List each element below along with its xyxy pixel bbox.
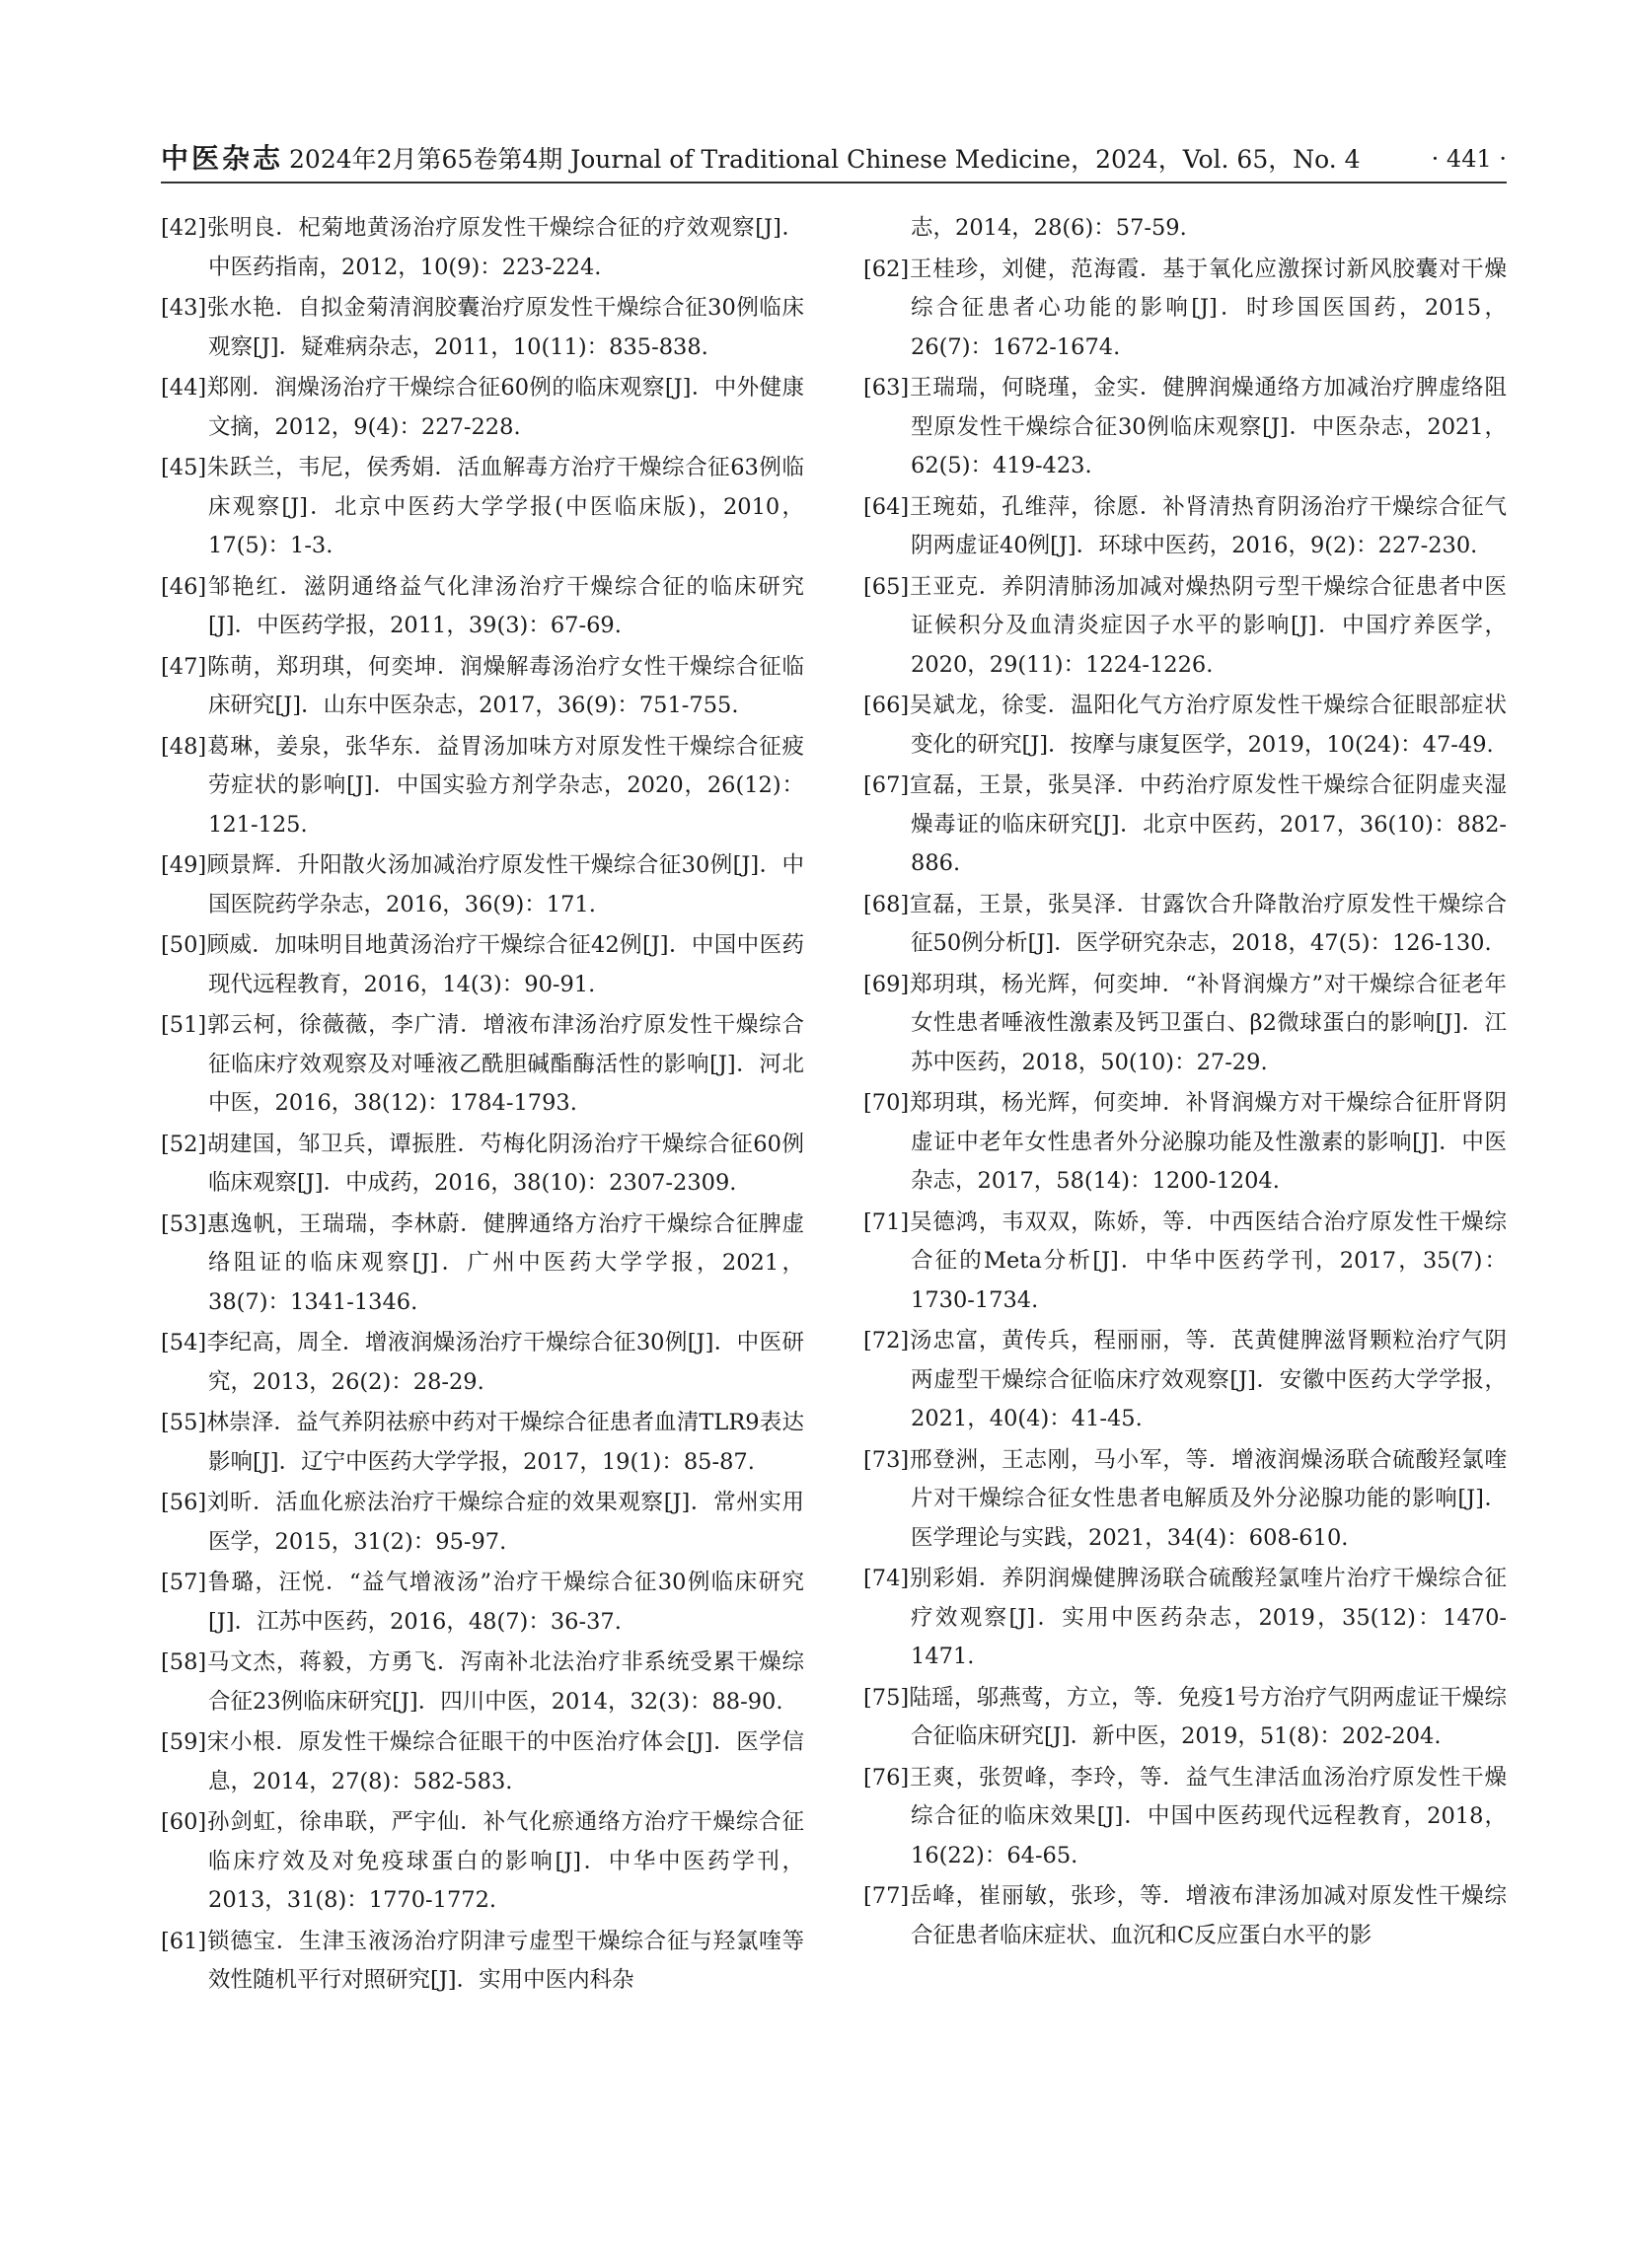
reference-item: [64]王琬茹，孔维萍，徐愿．补肾清热育阴汤治疗干燥综合征气阴两虚证40例[J]．环球中医药，2016，9(2)：227-230. <box>863 493 1507 558</box>
reference-item: [77]岳峰，崔丽敏，张珍，等．增液布津汤加减对原发性干燥综合征患者临床症状、血沉和C反应蛋白水平的影 <box>863 1883 1507 1948</box>
issue-cn: 2024年2月第65卷第4期 <box>289 145 563 174</box>
reference-item: [74]别彩娟．养阴润燥健脾汤联合硫酸羟氯喹片治疗干燥综合征疗效观察[J]．实用中医药杂志，2019，35(12)：1470-1471. <box>863 1566 1507 1669</box>
reference-item: [57]鲁璐，汪悦．“益气增液汤”治疗干燥综合征30例临床研究[J]．江苏中医药，2016，48(7)：36-37. <box>161 1570 804 1635</box>
reference-item: [56]刘昕．活血化瘀法治疗干燥综合症的效果观察[J]．常州实用医学，2015，31(2)：95-97. <box>161 1490 804 1555</box>
reference-item: [72]汤忠富，黄传兵，程丽丽，等．芪黄健脾滋肾颗粒治疗气阴两虚型干燥综合征临床疗效观察[J]．安徽中医药大学学报，2021，40(4)：41-45. <box>863 1328 1507 1431</box>
reference-item: [60]孙剑虹，徐串联，严宇仙．补气化瘀通络方治疗干燥综合征临床疗效及对免疫球蛋白的影响[J]．中华中医药学刊，2013，31(8)：1770-1772. <box>161 1809 804 1913</box>
reference-item: [62]王桂珍，刘健，范海霞．基于氧化应激探讨新风胶囊对干燥综合征患者心功能的影响[J]．时珍国医国药，2015，26(7)：1672-1674. <box>863 256 1507 360</box>
references-column-left <box>161 209 804 2212</box>
reference-item: [47]陈萌，郑玥琪，何奕坤．润燥解毒汤治疗女性干燥综合征临床研究[J]．山东中医杂志，2017，36(9)：751-755. <box>161 653 804 718</box>
reference-item: [52]胡建国，邹卫兵，谭振胜．芍梅化阴汤治疗干燥综合征60例临床观察[J]．中成药，2016，38(10)：2307-2309. <box>161 1131 804 1196</box>
reference-item: [46]邹艳红．滋阴通络益气化津汤治疗干燥综合征的临床研究[J]．中医药学报，2011，39(3)：67-69. <box>161 573 804 638</box>
reference-item-continued: 志，2014，28(6)：57-59. <box>911 215 1187 241</box>
reference-item: [75]陆瑶，邬燕莺，方立，等．免疫1号方治疗气阴两虚证干燥综合征临床研究[J]．新中医，2019，51(8)：202-204. <box>863 1684 1507 1749</box>
reference-item: [53]惠逸帆，王瑞瑞，李林蔚．健脾通络方治疗干燥综合征脾虚络阻证的临床观察[J]．广州中医药大学学报，2021，38(7)：1341-1346. <box>161 1210 804 1315</box>
reference-item: [58]马文杰，蒋毅，方勇飞．泻南补北法治疗非系统受累干燥综合征23例临床研究[J]．四川中医，2014，32(3)：88-90. <box>161 1649 804 1715</box>
reference-item: [45]朱跃兰，韦尼，侯秀娟．活血解毒方治疗干燥综合征63例临床观察[J]．北京中医药大学学报(中医临床版)，2010，17(5)：1-3. <box>161 455 804 558</box>
reference-item: [69]郑玥琪，杨光辉，何奕坤．“补肾润燥方”对干燥综合征老年女性患者唾液性激素及钙卫蛋白、β2微球蛋白的影响[J]．江苏中医药，2018，50(10)：27-29. <box>863 971 1507 1075</box>
references-column-right <box>863 209 1507 2212</box>
reference-item: [73]邢登洲，王志刚，马小军，等．增液润燥汤联合硫酸羟氯喹片对干燥综合征女性患者电解质及外分泌腺功能的影响[J]．医学理论与实践，2021，34(4)：608-610. <box>863 1446 1507 1551</box>
reference-item: [43]张水艳．自拟金菊清润胶囊治疗原发性干燥综合征30例临床观察[J]．疑难病杂志，2011，10(11)：835-838. <box>161 295 804 360</box>
reference-item: [42]张明良．杞菊地黄汤治疗原发性干燥综合征的疗效观察[J]．中医药指南，2012，10(9)：223-224. <box>161 215 804 280</box>
running-header <box>161 138 1507 180</box>
reference-item: [66]吴斌龙，徐雯．温阳化气方治疗原发性干燥综合征眼部症状变化的研究[J]．按摩与康复医学，2019，10(24)：47-49. <box>863 693 1507 758</box>
reference-item: [61]锁德宝．生津玉液汤治疗阴津亏虚型干燥综合征与羟氯喹等效性随机平行对照研究[J]．实用中医内科杂 <box>161 1928 804 1993</box>
reference-item: [68]宣磊，王景，张昊泽．甘露饮合升降散治疗原发性干燥综合征50例分析[J]．医学研究杂志，2018，47(5)：126-130. <box>863 891 1507 956</box>
page-number: · 441 · <box>1431 145 1507 173</box>
reference-item: [63]王瑞瑞，何晓瑾，金实．健脾润燥通络方加减治疗脾虚络阻型原发性干燥综合征30例临床观察[J]．中医杂志，2021，62(5)：419-423. <box>863 375 1507 478</box>
reference-item: [54]李纪高，周全．增液润燥汤治疗干燥综合征30例[J]．中医研究，2013，26(2)：28-29. <box>161 1330 804 1395</box>
header-left <box>161 138 1361 181</box>
issue-en: Journal of Traditional Chinese Medicine，2024，Vol. 65，No. 4 <box>570 145 1361 174</box>
reference-item: [65]王亚克．养阴清肺汤加减对燥热阴亏型干燥综合征患者中医证候积分及血清炎症因子水平的影响[J]．中国疗养医学，2020，29(11)：1224-1226. <box>863 573 1507 678</box>
reference-item: [44]郑刚．润燥汤治疗干燥综合征60例的临床观察[J]．中外健康文摘，2012，9(4)：227-228. <box>161 375 804 440</box>
reference-item: [76]王爽，张贺峰，李玲，等．益气生津活血汤治疗原发性干燥综合征的临床效果[J]．中国中医药现代远程教育，2018，16(22)：64-65. <box>863 1764 1507 1868</box>
reference-item: [71]吴德鸿，韦双双，陈娇，等．中西医结合治疗原发性干燥综合征的Meta分析[J]．中华中医药学刊，2017，35(7)：1730-1734. <box>863 1208 1507 1313</box>
reference-item: [51]郭云柯，徐薇薇，李广清．增液布津汤治疗原发性干燥综合征临床疗效观察及对唾液乙酰胆碱酯酶活性的影响[J]．河北中医，2016，38(12)：1784-1793. <box>161 1012 804 1116</box>
journal-logo: 中医杂志 <box>161 142 284 175</box>
reference-item: [59]宋小根．原发性干燥综合征眼干的中医治疗体会[J]．医学信息，2014，27(8)：582-583. <box>161 1729 804 1794</box>
reference-item: [50]顾威．加味明目地黄汤治疗干燥综合征42例[J]．中国中医药现代远程教育，2016，14(3)：90-91. <box>161 932 804 997</box>
reference-item: [55]林崇泽．益气养阴祛瘀中药对干燥综合征患者血清TLR9表达影响[J]．辽宁中医药大学学报，2017，19(1)：85-87. <box>161 1410 804 1475</box>
reference-item: [70]郑玥琪，杨光辉，何奕坤．补肾润燥方对干燥综合征肝肾阴虚证中老年女性患者外分泌腺功能及性激素的影响[J]．中医杂志，2017，58(14)：1200-1204. <box>863 1090 1507 1194</box>
header-rule <box>161 182 1507 183</box>
reference-item: [48]葛琳，姜泉，张华东．益胃汤加味方对原发性干燥综合征疲劳症状的影响[J]．中国实验方剂学杂志，2020，26(12)：121-125. <box>161 733 804 838</box>
reference-item: [67]宣磊，王景，张昊泽．中药治疗原发性干燥综合征阴虚夹湿燥毒证的临床研究[J]．北京中医药，2017，36(10)：882-886. <box>863 772 1507 876</box>
reference-item: [49]顾景辉．升阳散火汤加减治疗原发性干燥综合征30例[J]．中国医院药学杂志，2016，36(9)：171. <box>161 852 804 917</box>
